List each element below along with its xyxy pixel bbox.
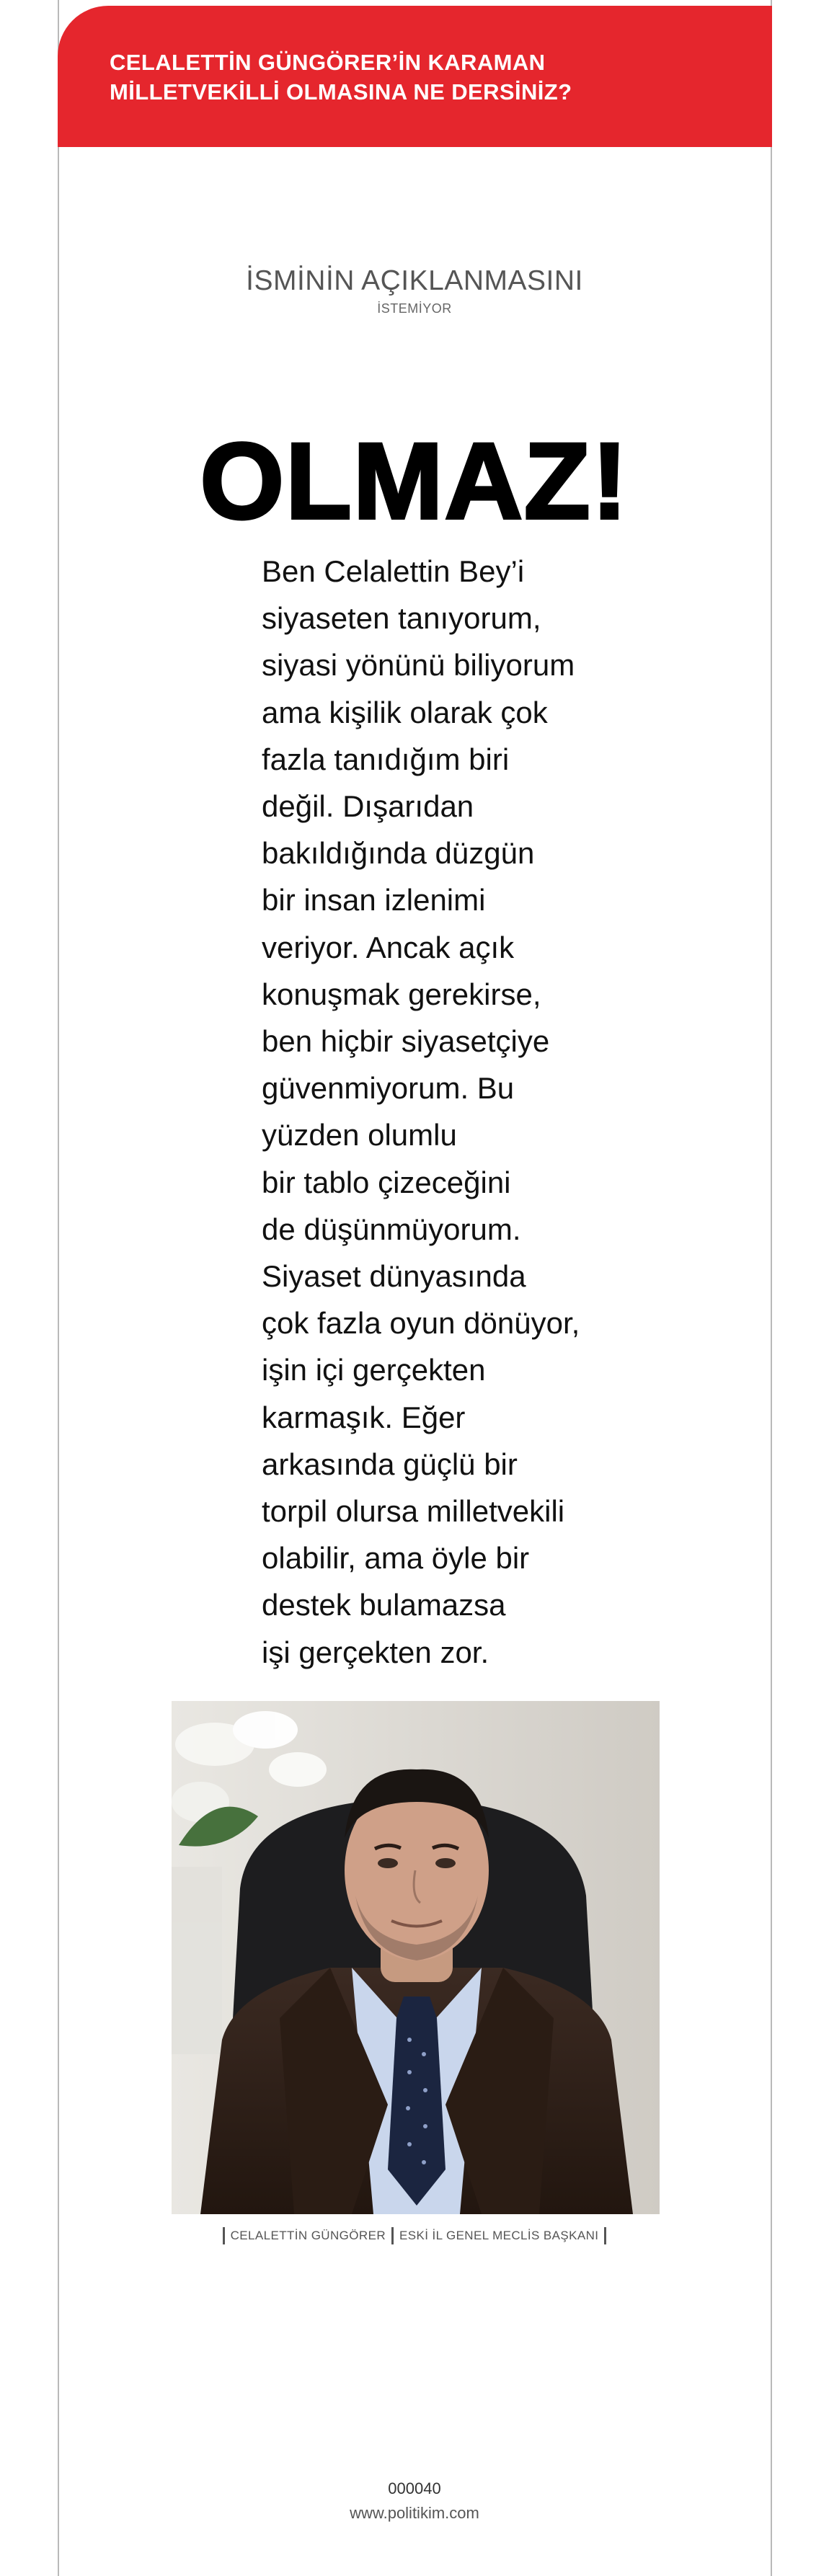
quote-line: ama kişilik olarak çok (262, 695, 548, 729)
quote-line: çok fazla oyun dönüyor, (262, 1306, 580, 1341)
quote-line: de düşünmüyorum. (262, 1212, 521, 1246)
quote-line: işi gerçekten zor. (262, 1635, 489, 1669)
caption-name: CELALETTİN GÜNGÖRER (230, 2229, 386, 2242)
quote-line: ben hiçbir siyasetçiye (262, 1024, 550, 1059)
quote-line: siyasi yönünü biliyorum (262, 648, 575, 683)
quote-line: değil. Dışarıdan (262, 789, 474, 824)
quote-line: olabilir, ama öyle bir (262, 1541, 530, 1576)
quote-line: fazla tanıdığım biri (262, 742, 510, 776)
page-code: 000040 (388, 2479, 441, 2497)
banner-line-2: MİLLETVEKİLLİ OLMASINA NE DERSİNİZ? (110, 79, 572, 105)
quote-line: torpil olursa milletvekili (262, 1494, 565, 1529)
portrait-illustration (172, 1701, 660, 2214)
caption-divider (223, 2227, 225, 2244)
quote-line: arkasında güçlü bir (262, 1447, 518, 1481)
caption-title: ESKİ İL GENEL MECLİS BAŞKANI (399, 2229, 599, 2242)
banner-line-1: CELALETTİN GÜNGÖRER’İN KARAMAN (110, 50, 546, 75)
question-banner (58, 6, 772, 147)
portrait-photo (172, 1701, 660, 2214)
respondent-note: İSTEMİYOR (377, 301, 452, 316)
quote-line: karmaşık. Eğer (262, 1400, 466, 1434)
caption-divider (604, 2227, 606, 2244)
quote-line: güvenmiyorum. Bu (262, 1071, 515, 1106)
quote-line: destek bulamazsa (262, 1588, 506, 1622)
quote-line: Ben Celalettin Bey’i (262, 554, 525, 588)
quote-line: siyaseten tanıyorum, (262, 601, 541, 636)
site-url: www.politikim.com (350, 2504, 479, 2522)
respondent-name: İSMİNİN AÇIKLANMASINI (246, 265, 583, 296)
photo-caption (0, 2227, 829, 2244)
quote-line: bir tablo çizeceğini (262, 1165, 511, 1199)
quote-line: işin içi gerçekten (262, 1353, 486, 1387)
quote-line: Siyaset dünyasında (262, 1259, 526, 1294)
caption-divider (391, 2227, 394, 2244)
quote-line: bakıldığında düzgün (262, 836, 535, 871)
quote-line: yüzden olumlu (262, 1118, 457, 1152)
quote-text (262, 548, 600, 1676)
quote-line: veriyor. Ancak açık (262, 930, 515, 964)
answer-headline: OLMAZ! (200, 420, 629, 541)
quote-line: bir insan izlenimi (262, 883, 486, 918)
quote-line: konuşmak gerekirse, (262, 977, 541, 1011)
